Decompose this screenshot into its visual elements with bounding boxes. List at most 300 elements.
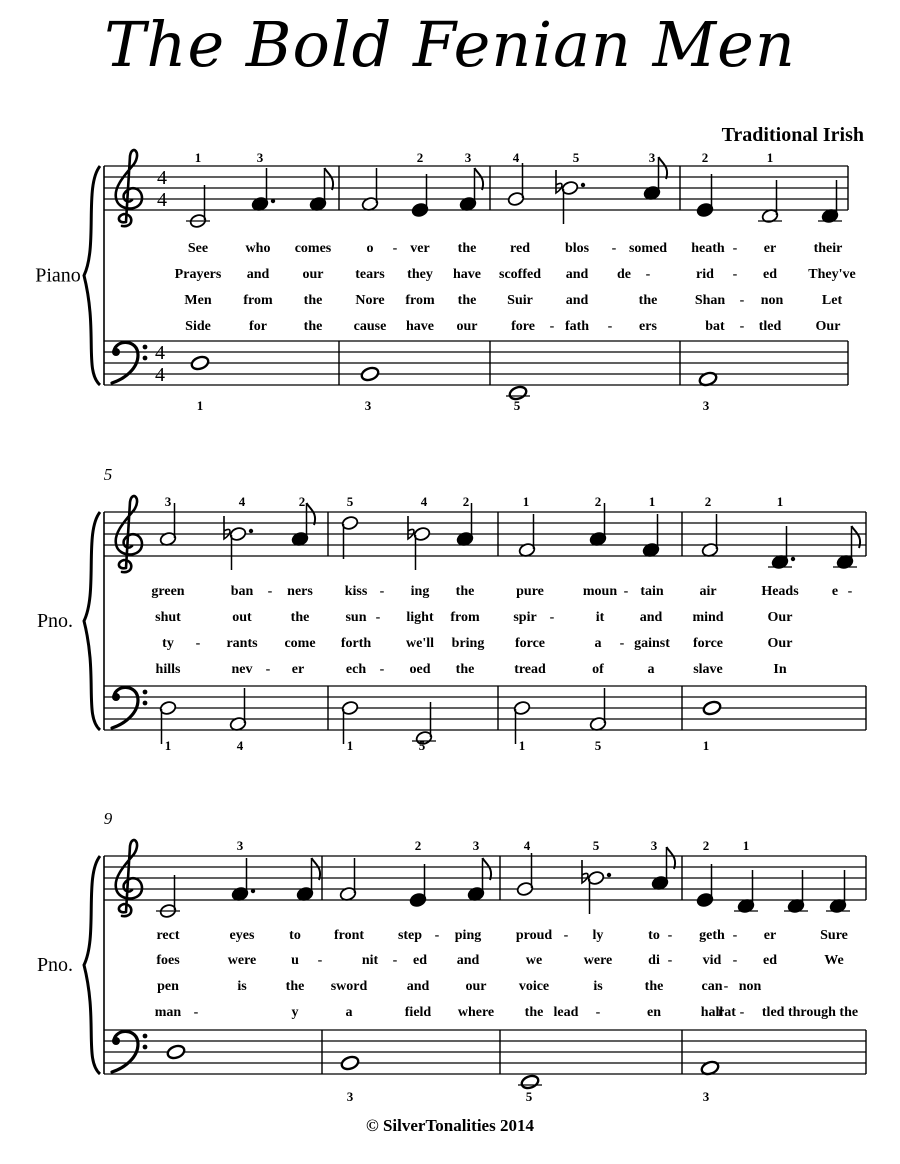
lyric-syllable: heath (691, 241, 725, 256)
note-flag (475, 168, 484, 190)
lyric-syllable: - (392, 953, 398, 968)
note (459, 168, 483, 212)
bass-clef-dot (112, 693, 120, 701)
measure-number: 9 (103, 809, 113, 828)
time-signature-top: 4 (155, 342, 165, 364)
lyric-syllable: of (592, 662, 604, 677)
lyric-syllable: air (699, 584, 717, 599)
lyric-syllable: eyes (229, 928, 255, 943)
lyric-syllable: slave (693, 662, 723, 677)
lyric-syllable: - (193, 1005, 199, 1020)
measure-number: 5 (103, 465, 113, 484)
lyric-syllable: Our (767, 610, 793, 625)
treble-fingering: 2 (594, 494, 602, 509)
lyric-syllable: - (619, 636, 625, 651)
lyric-syllable: oed (409, 662, 431, 677)
note (309, 168, 333, 212)
brace-icon (84, 512, 100, 730)
treble-fingering: 5 (346, 494, 354, 509)
note (518, 514, 536, 558)
lyric-syllable: non (760, 293, 784, 308)
lyric-syllable: Let (821, 293, 843, 308)
lyric-syllable: - (195, 636, 201, 651)
lyric-syllable: force (514, 636, 546, 651)
note-flag (307, 503, 316, 525)
lyric-syllable: mind (692, 610, 724, 625)
lyric-syllable: - (732, 241, 738, 256)
lyric-syllable: Our (767, 636, 793, 651)
lyric-syllable: - (607, 319, 613, 334)
instrument-label: Pno. (36, 954, 74, 976)
note (467, 858, 491, 902)
lyric-syllable: the (290, 610, 310, 625)
treble-fingering: 3 (464, 150, 472, 165)
lyric-syllable: See (187, 241, 209, 256)
lyric-syllable: In (773, 662, 787, 677)
note-head (702, 700, 722, 716)
lyric-syllable: who (245, 241, 271, 256)
lyric-syllable: - (732, 267, 738, 282)
lyric-syllable: light (406, 610, 434, 625)
lyric-syllable: we (525, 953, 543, 968)
note (291, 503, 315, 547)
note-head (190, 355, 210, 371)
lyric-syllable: - (549, 610, 555, 625)
lyric-syllable: from (405, 293, 435, 308)
lyric-syllable: - (739, 319, 745, 334)
lyric-syllable: moun (582, 584, 618, 599)
note (696, 174, 714, 218)
lyric-syllable: - (379, 584, 385, 599)
lyric-syllable: shut (155, 610, 181, 625)
brace-icon (84, 166, 100, 385)
lyric-syllable: from (450, 610, 480, 625)
lyric-syllable: is (237, 979, 247, 994)
note (771, 526, 795, 570)
lyric-syllable: - (265, 662, 271, 677)
treble-fingering: 3 (256, 150, 264, 165)
copyright-notice: © SilverTonalities 2014 (366, 1116, 534, 1135)
lyric-syllable: di (648, 953, 660, 968)
note (642, 514, 660, 558)
lyric-syllable: Prayers (174, 267, 222, 282)
bass-fingering: 4 (236, 738, 244, 753)
note-head (360, 366, 380, 382)
bass-fingering: 5 (525, 1089, 533, 1104)
lyric-syllable: rect (156, 928, 180, 943)
bass-clef-dot (112, 1037, 120, 1045)
note (411, 174, 429, 218)
lyric-syllable: fath (564, 319, 590, 334)
note (231, 858, 255, 902)
lyric-syllable: ping (454, 928, 482, 943)
lyric-syllable: fore (511, 319, 535, 334)
lyric-syllable: step (397, 928, 423, 943)
bass-clef-dot (143, 345, 148, 350)
treble-fingering: 1 (776, 494, 784, 509)
note (737, 870, 755, 914)
note (413, 526, 431, 570)
lyric-syllable: - (667, 953, 673, 968)
note (296, 858, 320, 902)
note (520, 1074, 540, 1090)
lyric-syllable: pen (157, 979, 179, 994)
lyric-syllable: er (291, 662, 305, 677)
lyric-syllable: y (291, 1005, 299, 1020)
note (787, 870, 805, 914)
lyric-syllable: - (623, 584, 629, 599)
note (190, 355, 210, 371)
flat-icon (582, 860, 588, 883)
treble-fingering: 1 (194, 150, 202, 165)
note (361, 168, 379, 212)
bass-fingering: 1 (346, 738, 354, 753)
lyric-syllable: is (593, 979, 603, 994)
lyric-syllable: tears (355, 267, 385, 282)
note-flag (483, 858, 492, 880)
flat-icon (224, 516, 230, 539)
note (651, 847, 675, 891)
dot (251, 889, 255, 893)
lyric-syllable: have (453, 267, 481, 282)
treble-fingering: 4 (420, 494, 428, 509)
lyric-syllable: Nore (355, 293, 385, 308)
lyric-syllable: vid (702, 953, 722, 968)
lyric-syllable: sword (330, 979, 368, 994)
dot (791, 557, 795, 561)
lyric-syllable: from (243, 293, 273, 308)
treble-fingering: 3 (472, 838, 480, 853)
lyric-syllable: the (457, 241, 477, 256)
note (589, 503, 607, 547)
lyric-syllable: - (739, 293, 745, 308)
note (561, 180, 585, 224)
lyric-syllable: Suir (507, 293, 533, 308)
bass-clef-dot (143, 356, 148, 361)
note (159, 503, 177, 547)
bass-clef-dot (143, 1045, 148, 1050)
treble-fingering: 2 (298, 494, 306, 509)
lyric-syllable: ver (410, 241, 430, 256)
lyric-syllable: red (510, 241, 530, 256)
dot (271, 199, 275, 203)
lyric-syllable: de (617, 267, 631, 282)
lyric-syllable: pure (516, 584, 544, 599)
lyric-syllable: - (847, 584, 853, 599)
note (251, 168, 275, 212)
lyric-syllable: to (648, 928, 660, 943)
lyric-syllable: Sure (820, 928, 848, 943)
note-head (166, 1044, 186, 1060)
lyric-syllable: rid (696, 267, 714, 282)
treble-fingering: 2 (704, 494, 712, 509)
bass-clef-dot (112, 348, 120, 356)
lyric-syllable: - (392, 241, 398, 256)
lyric-syllable: Heads (761, 584, 799, 599)
note (189, 185, 207, 229)
lyric-syllable: - (611, 241, 617, 256)
lyric-syllable: and (456, 953, 480, 968)
composer-credit: Traditional Irish (721, 124, 864, 146)
lyric-syllable: ech (345, 662, 367, 677)
lyric-syllable: somed (628, 241, 668, 256)
lyric-syllable: ly (592, 928, 604, 943)
lyric-syllable: a (594, 636, 602, 651)
lyric-syllable: - (317, 953, 323, 968)
lyric-syllable: proud (515, 928, 553, 943)
lyric-syllable: ban (230, 584, 254, 599)
note (229, 526, 253, 570)
lyric-syllable: the (285, 979, 305, 994)
lyric-syllable: our (465, 979, 487, 994)
lyric-syllable: non (738, 979, 762, 994)
page-title: The Bold Fenian Men (104, 8, 796, 81)
treble-fingering: 4 (523, 838, 531, 853)
treble-fingering: 2 (701, 150, 709, 165)
note-flag (325, 168, 334, 190)
treble-fingering: 3 (236, 838, 244, 853)
lyric-syllable: our (456, 319, 478, 334)
lyric-syllable: for (249, 319, 267, 334)
note (516, 853, 534, 897)
flat-icon (408, 516, 414, 539)
lyric-syllable: were (227, 953, 257, 968)
treble-fingering: 4 (238, 494, 246, 509)
note (589, 688, 607, 732)
note-flag (312, 858, 321, 880)
lyric-syllable: a (345, 1005, 353, 1020)
dot (607, 873, 611, 877)
brace-icon (84, 856, 100, 1074)
bass-clef-dot (143, 1034, 148, 1039)
lyric-syllable: o (366, 241, 374, 256)
treble-fingering: 5 (572, 150, 580, 165)
dot (581, 183, 585, 187)
lyric-syllable: - (595, 1005, 601, 1020)
lyric-syllable: it (595, 610, 605, 625)
note-flag (659, 157, 668, 179)
lyric-syllable: - (732, 928, 738, 943)
note (701, 514, 719, 558)
treble-fingering: 1 (648, 494, 656, 509)
lyric-syllable: gainst (634, 636, 670, 651)
instrument-label: Piano (35, 264, 81, 287)
flat-icon (556, 170, 562, 193)
bass-fingering: 5 (594, 738, 602, 753)
bass-fingering: 3 (364, 398, 372, 413)
lyric-syllable: ers (639, 319, 657, 334)
note (761, 180, 779, 224)
bass-fingering: 1 (164, 738, 172, 753)
lyric-syllable: lead (553, 1005, 579, 1020)
lyric-syllable: - (379, 662, 385, 677)
lyric-syllable: nit (361, 953, 379, 968)
lyric-syllable: out (232, 610, 252, 625)
lyric-syllable: Shan (694, 293, 726, 308)
lyric-syllable: force (692, 636, 724, 651)
lyric-syllable: field (404, 1005, 432, 1020)
bass-fingering: 5 (418, 738, 426, 753)
lyric-syllable: sun (345, 610, 367, 625)
note (166, 1044, 186, 1060)
lyric-syllable: - (732, 953, 738, 968)
lyric-syllable: - (549, 319, 555, 334)
bass-fingering: 3 (702, 398, 710, 413)
lyric-syllable: - (739, 1005, 745, 1020)
treble-fingering: 1 (742, 838, 750, 853)
lyric-syllable: tled (758, 319, 782, 334)
lyric-syllable: e (831, 584, 839, 599)
time-signature-top: 4 (157, 167, 167, 189)
bass-fingering: 5 (513, 398, 521, 413)
lyric-syllable: ed (763, 953, 777, 968)
lyric-syllable: hills (155, 662, 181, 677)
lyric-syllable: the (644, 979, 664, 994)
treble-staff (104, 512, 866, 556)
note (836, 526, 860, 570)
note-head (520, 1074, 540, 1090)
bass-clef-dot (143, 690, 148, 695)
lyric-syllable: cause (353, 319, 387, 334)
lyric-syllable: the (455, 662, 475, 677)
treble-fingering: 3 (650, 838, 658, 853)
lyric-syllable: - (723, 979, 729, 994)
lyric-syllable: can (701, 979, 723, 994)
lyric-syllable: comes (294, 241, 332, 256)
lyric-syllable: - (645, 267, 651, 282)
lyric-syllable: geth (699, 928, 725, 943)
lyric-syllable: and (406, 979, 430, 994)
treble-fingering: 1 (522, 494, 530, 509)
time-signature-bottom: 4 (155, 364, 165, 386)
note (339, 858, 357, 902)
note (507, 163, 525, 207)
lyric-syllable: tled through the (761, 1005, 859, 1020)
instrument-label: Pno. (36, 610, 74, 632)
lyric-syllable: and (246, 267, 270, 282)
lyric-syllable: ed (413, 953, 427, 968)
lyric-syllable: tread (514, 662, 546, 677)
lyric-syllable: en (647, 1005, 661, 1020)
note-head (340, 1055, 360, 1071)
lyric-syllable: er (763, 241, 777, 256)
bass-staff (104, 341, 848, 385)
lyric-syllable: they (407, 267, 433, 282)
lyric-syllable: our (302, 267, 324, 282)
lyric-syllable: forth (340, 636, 372, 651)
bass-staff (104, 686, 866, 730)
bass-clef-dot (143, 701, 148, 706)
bass-fingering: 1 (518, 738, 526, 753)
note-flag (667, 847, 676, 869)
lyric-syllable: ty (162, 636, 174, 651)
time-signature-bottom: 4 (157, 189, 167, 211)
note (456, 503, 474, 547)
lyric-syllable: spir (513, 610, 537, 625)
lyric-syllable: and (565, 293, 589, 308)
note (696, 864, 714, 908)
lyric-syllable: kiss (344, 584, 368, 599)
lyric-syllable: scoffed (499, 267, 541, 282)
treble-fingering: 5 (592, 838, 600, 853)
dot (249, 529, 253, 533)
lyric-syllable: a (647, 662, 655, 677)
note (702, 700, 722, 716)
bass-fingering: 3 (346, 1089, 354, 1104)
treble-fingering: 1 (766, 150, 774, 165)
lyric-syllable: were (583, 953, 613, 968)
lyric-syllable: voice (518, 979, 550, 994)
lyric-syllable: rat (718, 1005, 736, 1020)
lyric-syllable: They've (808, 267, 856, 282)
lyric-syllable: front (333, 928, 365, 943)
note (340, 1055, 360, 1071)
lyric-syllable: green (151, 584, 185, 599)
treble-fingering: 4 (512, 150, 520, 165)
lyric-syllable: er (763, 928, 777, 943)
lyric-syllable: the (303, 293, 323, 308)
note (587, 870, 611, 914)
lyric-syllable: ed (763, 267, 777, 282)
lyric-syllable: - (434, 928, 440, 943)
lyric-syllable: and (639, 610, 663, 625)
bass-staff (104, 1030, 866, 1074)
treble-fingering: 2 (416, 150, 424, 165)
lyric-syllable: and (565, 267, 589, 282)
treble-fingering: 2 (462, 494, 470, 509)
lyric-syllable: the (303, 319, 323, 334)
lyric-syllable: the (457, 293, 477, 308)
treble-fingering: 2 (414, 838, 422, 853)
lyric-syllable: bat (705, 319, 725, 334)
lyric-syllable: We (824, 953, 844, 968)
lyric-syllable: have (406, 319, 434, 334)
lyric-syllable: - (375, 610, 381, 625)
note (829, 870, 847, 914)
lyric-syllable: to (289, 928, 301, 943)
treble-fingering: 3 (164, 494, 172, 509)
lyric-syllable: tain (640, 584, 664, 599)
lyric-syllable: bring (451, 636, 485, 651)
treble-fingering: 2 (702, 838, 710, 853)
lyric-syllable: ners (287, 584, 313, 599)
note (159, 875, 177, 919)
lyric-syllable: hall (700, 1005, 724, 1020)
lyric-syllable: Our (815, 319, 841, 334)
note (409, 864, 427, 908)
lyric-syllable: blos (564, 241, 590, 256)
note (821, 180, 839, 224)
lyric-syllable: ing (410, 584, 430, 599)
lyric-syllable: the (455, 584, 475, 599)
lyric-syllable: where (457, 1005, 495, 1020)
lyric-syllable: we'll (406, 636, 434, 651)
lyric-syllable: their (813, 241, 843, 256)
lyric-syllable: the (524, 1005, 544, 1020)
treble-fingering: 3 (648, 150, 656, 165)
note (341, 515, 359, 559)
lyric-syllable: foes (156, 953, 180, 968)
lyric-syllable: nev (231, 662, 253, 677)
lyric-syllable: - (267, 584, 273, 599)
lyric-syllable: u (291, 953, 299, 968)
lyric-syllable: Men (184, 293, 212, 308)
lyric-syllable: the (638, 293, 658, 308)
bass-fingering: 1 (196, 398, 204, 413)
lyric-syllable: - (667, 928, 673, 943)
note (360, 366, 380, 382)
note (229, 688, 247, 732)
